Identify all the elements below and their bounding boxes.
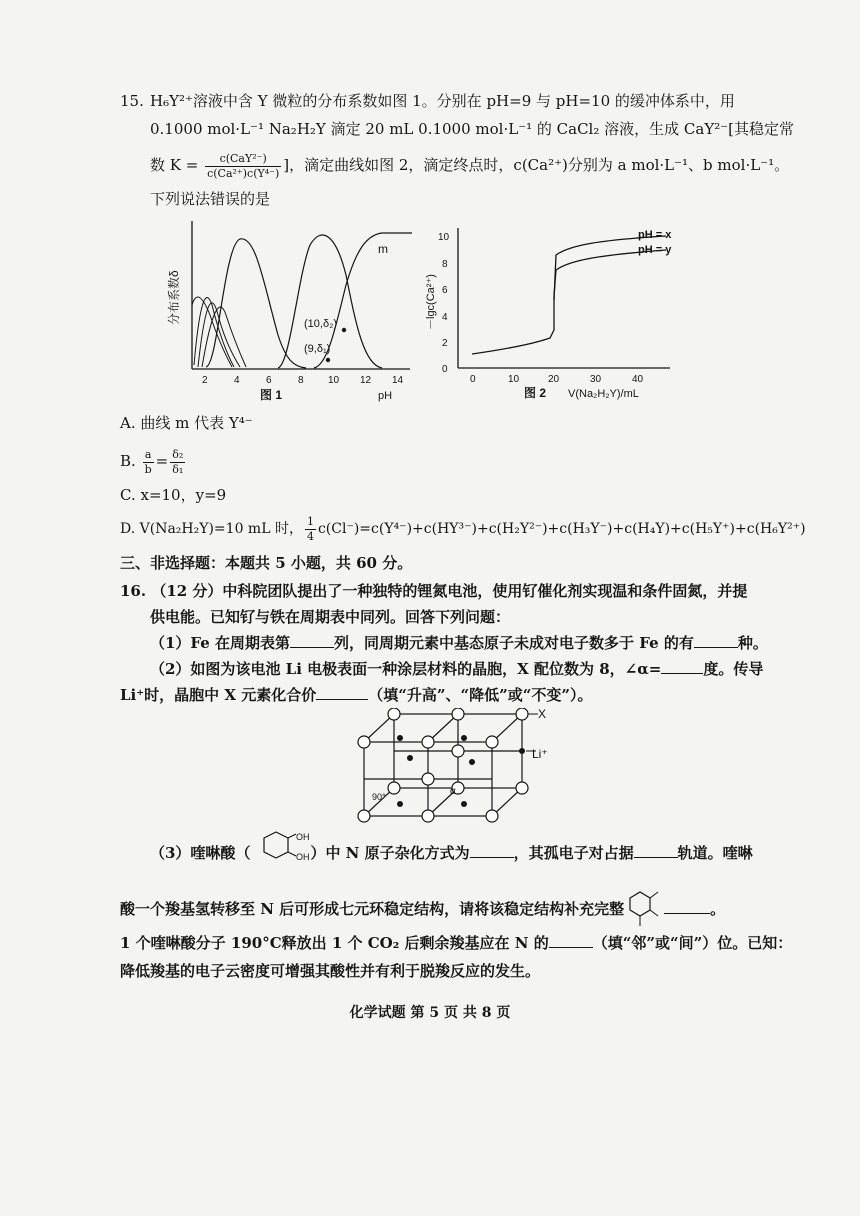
figure1-xtick: 10 <box>328 375 340 386</box>
cell-li-atom <box>461 801 467 807</box>
q16-part2-text-b: 度。传导 <box>703 660 764 678</box>
figure2-curve-ph-y <box>554 250 666 296</box>
figure2-y-ticks <box>438 232 450 375</box>
q16-part3-line2-text: 酸一个羧基氢转移至 N 后可形成七元环稳定结构，请将该稳定结构补充完整 <box>120 900 625 918</box>
cell-x-atom <box>516 782 528 794</box>
q16-part3-blank3 <box>664 899 710 914</box>
q16-part3-text-b: ）中 N 原子杂化方式为 <box>310 844 470 862</box>
q15-number: 15. <box>120 92 144 110</box>
cell-x-atom <box>358 810 370 822</box>
cell-x-atom <box>516 708 528 720</box>
q15-line4: 下列说法错误的是 <box>150 190 271 208</box>
figure2-ytick: 0 <box>442 364 448 375</box>
figure1-x-ticks <box>202 375 404 386</box>
cell-li-atom <box>407 755 413 761</box>
quinolinic-oh1: OH <box>296 832 310 842</box>
q15-option-d-post: c(Cl⁻)=c(Y⁴⁻)+c(HY³⁻)+c(H₂Y²⁻)+c(H₃Y⁻)+c(H₄Y)+c(H₅Y⁺)+c(H₆Y²⁺) <box>317 521 806 537</box>
figure2-y-label: －lgc(Ca²⁺) <box>425 274 437 330</box>
q15-option-d-frac <box>305 515 316 544</box>
cell-x-atom <box>486 736 498 748</box>
figure2-titration-chart <box>420 220 680 405</box>
q15-line1: H₆Y²⁺溶液中含 Y 微粒的分布系数如图 1。分别在 pH=9 与 pH=10 的缓冲体系中，用 <box>150 92 735 110</box>
figure1-point-delta1 <box>326 358 330 362</box>
q15-option-b-rhs-num: δ₂ <box>172 447 184 461</box>
seven-ring-structure <box>624 886 668 934</box>
q16-part3 <box>150 842 753 864</box>
cell-x-atom <box>358 736 370 748</box>
figure1-xtick: 12 <box>360 375 372 386</box>
q15-k-label: 数 K = <box>150 156 199 174</box>
q16-part3-blank1 <box>470 843 514 858</box>
q16-part2-text-a: （2）如图为该电池 Li 电极表面一种涂层材料的晶胞，X 配位数为 8，∠α= <box>150 660 662 678</box>
figure2-x-ticks <box>470 374 644 385</box>
cell-li-atom <box>469 759 475 765</box>
cell-x-atom <box>388 708 400 720</box>
cell-x-atom <box>422 810 434 822</box>
q15-option-b <box>120 446 187 477</box>
figure1-curve-h2y <box>206 239 306 368</box>
q16-part3-text-d: 轨道。喹啉 <box>677 844 753 862</box>
q16-part1-text-b: 列，同周期元素中基态原子未成对电子数多于 Fe 的有 <box>334 634 694 652</box>
cell-x-atom <box>422 736 434 748</box>
figure2-xtick: 10 <box>508 374 520 385</box>
figure2-legend-x: pH = x <box>638 229 672 241</box>
q15-line3 <box>150 148 789 182</box>
q16-part1-text-c: 种。 <box>737 634 768 652</box>
cell-x-atom <box>452 708 464 720</box>
figure1-xtick: 14 <box>392 375 404 386</box>
quinolinic-oh2: OH <box>296 852 310 862</box>
cell-x-atom <box>452 745 464 757</box>
figure1-point-delta2 <box>342 328 346 332</box>
cell-angle-alpha: α <box>450 786 456 797</box>
figure1-xtick: 8 <box>298 375 304 386</box>
q16-part2 <box>150 658 763 680</box>
q15-option-b-rhs-den: δ₁ <box>172 462 184 476</box>
q15-k-fraction <box>205 152 281 181</box>
figure1-x-label: pH <box>378 390 393 402</box>
q16-part3-text-c: ，其孤电子对占据 <box>513 844 634 862</box>
q16-part3-blank2 <box>634 843 678 858</box>
q16-line1: 16. （12 分）中科院团队提出了一种独特的锂氮电池，使用钌催化剂实现温和条件固氮，并提 <box>120 582 748 600</box>
cell-li-atom <box>519 748 525 754</box>
q15-k-numerator: c(CaY²⁻) <box>205 152 281 167</box>
q16-part2-blank1 <box>661 659 703 674</box>
q16-part3-blank4 <box>549 933 593 948</box>
q16-part1 <box>150 632 768 654</box>
q15-option-d <box>120 514 806 544</box>
figure1-curve-h5y <box>194 298 234 368</box>
q15-k-denominator: c(Ca²⁺)c(Y⁴⁻) <box>207 166 280 180</box>
figure2-xtick: 0 <box>470 374 476 385</box>
figure2-ytick: 8 <box>442 259 448 270</box>
cell-x-atom <box>486 810 498 822</box>
q16-part3-line3 <box>120 932 792 954</box>
crystal-cell-diagram <box>350 708 550 828</box>
page-footer: 化学试题 第 5 页 共 8 页 <box>349 1005 511 1021</box>
figure2-ytick: 6 <box>442 285 448 296</box>
q15-line3-rest: ]，滴定曲线如图 2，滴定终点时，c(Ca²⁺)分别为 a mol·L⁻¹、b mol·L⁻¹。 <box>283 156 790 174</box>
figure1-point-delta1-label: (9,δ₁) <box>304 343 331 355</box>
cell-li-atom <box>397 735 403 741</box>
cell-angle-90: 90° <box>372 792 386 802</box>
figure1-curve-h3y <box>202 307 246 367</box>
figure2-ytick: 2 <box>442 338 448 349</box>
q15-option-d-frac-den: 4 <box>306 529 314 543</box>
cell-x-atom <box>388 782 400 794</box>
figure2-xtick: 40 <box>632 374 644 385</box>
figure2-caption: 图 2 <box>524 386 547 400</box>
q16-part1-text-a: （1）Fe 在周期表第 <box>150 634 291 652</box>
figure1-curve-m-label: m <box>378 242 388 256</box>
figure2-ytick: 4 <box>442 312 448 323</box>
figure1-xtick: 4 <box>234 375 240 386</box>
cell-label-li: Li⁺ <box>532 747 548 761</box>
q15-option-d-pre: D. V(Na₂H₂Y)=10 mL 时， <box>120 521 303 537</box>
q15-option-d-frac-num: 1 <box>306 514 314 528</box>
figure2-ytick: 10 <box>438 232 450 243</box>
q15-option-c: C. x=10，y=9 <box>120 486 227 504</box>
figure1-curve-h4y <box>198 303 240 367</box>
figure2-xtick: 30 <box>590 374 602 385</box>
q16-part2-line2 <box>120 684 593 706</box>
figure1-distribution-chart <box>160 215 420 405</box>
q15-option-b-eq: = <box>155 452 169 470</box>
figure1-xtick: 2 <box>202 375 208 386</box>
q15-option-b-lhs <box>143 448 154 477</box>
q15-option-b-rhs <box>170 448 185 477</box>
figure2-legend-y: pH = y <box>638 244 672 256</box>
q16-line2: 供电能。已知钌与铁在周期表中同列。回答下列问题： <box>150 608 511 626</box>
cell-li-atom <box>397 801 403 807</box>
figure1-point-delta2-label: (10,δ₂) <box>304 318 338 330</box>
q16-part2-blank2 <box>316 685 368 700</box>
q15-line2: 0.1000 mol·L⁻¹ Na₂H₂Y 滴定 20 mL 0.1000 mol·L⁻¹ 的 CaCl₂ 溶液，生成 CaY²⁻[其稳定常 <box>150 120 795 138</box>
figure2-x-label: V(Na₂H₂Y)/mL <box>568 388 639 400</box>
cell-li-atom <box>461 735 467 741</box>
figure2-xtick: 20 <box>548 374 560 385</box>
q16-part3-line3-text-a: 1 个喹啉酸分子 190°C释放出 1 个 CO₂ 后剩余羧基应在 N 的 <box>120 934 549 952</box>
figure1-y-label: 分布系数δ <box>167 270 181 325</box>
cell-label-x: X <box>538 708 547 721</box>
q16-part2-line2-text-a: Li⁺时，晶胞中 X 元素化合价 <box>120 686 317 704</box>
q16-part3-line2-end: 。 <box>710 900 726 918</box>
q15-option-b-lhs-den: b <box>144 462 152 476</box>
q16-part3-line3-text-b: （填“邻”或“间”）位。已知： <box>592 934 793 952</box>
q15-option-b-label: B. <box>120 452 136 470</box>
q16-part3-line4: 降低羧基的电子云密度可增强其酸性并有利于脱羧反应的发生。 <box>120 962 541 980</box>
figure1-caption: 图 1 <box>260 388 283 402</box>
q16-part3-text-a: （3）喹啉酸（ <box>150 844 251 862</box>
figure1-xtick: 6 <box>266 375 272 386</box>
figure2-curve-before-endpoint <box>472 320 554 354</box>
q15-option-a: A. 曲线 m 代表 Y⁴⁻ <box>120 414 253 432</box>
q16-part1-blank2 <box>694 633 738 648</box>
section3-heading: 三、非选择题：本题共 5 小题，共 60 分。 <box>120 554 413 572</box>
q16-part2-line2-text-b: （填“升高”、“降低”或“不变”）。 <box>368 686 593 704</box>
quinolinic-acid-structure <box>252 830 312 876</box>
q16-part1-blank1 <box>290 633 334 648</box>
cell-x-atom <box>422 773 434 785</box>
q15-option-b-lhs-num: a <box>143 448 154 463</box>
